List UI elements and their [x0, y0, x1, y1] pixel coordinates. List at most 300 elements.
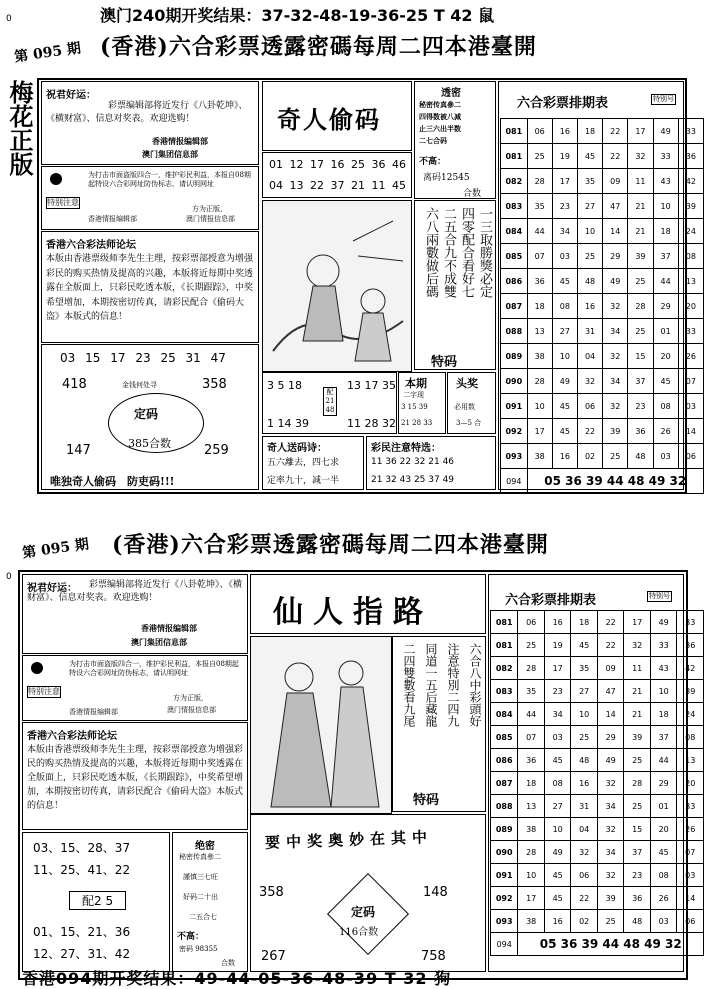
- rank-cell: 34: [552, 219, 577, 244]
- notice-greeting: 祝君好运：: [46, 90, 96, 101]
- rank-cell: 24: [677, 703, 704, 726]
- rank-cell: 19: [552, 144, 577, 169]
- rank-cell: 27: [552, 319, 577, 344]
- rank-cell: 20: [650, 818, 677, 841]
- rank-cell: 18: [527, 294, 552, 319]
- rank-cell: 08: [677, 726, 704, 749]
- ring-arc-text: 金钱何处寻: [122, 381, 157, 389]
- rank-cell: 43: [650, 657, 677, 680]
- secret-sum: 合数: [463, 189, 482, 199]
- battle-drawing: [263, 201, 411, 371]
- forum-body: 本版由香港票级师李先生主理，按彩票部授意为增强彩民的购买热情及提高的兴趣，本版将近每期中奖透露在全版面上，只彩民吃透本版，《长期跟踪》，中奖希望增加，本期按密切传真，请彩民配合《偷码大盗》本版式的信息！: [46, 254, 254, 322]
- rank-cell: 25: [577, 244, 602, 269]
- rank-cell: 07: [518, 726, 545, 749]
- rank-cell: 34: [603, 319, 628, 344]
- forum-body: 本版由香港票级师李先生主理，按彩票部授意为增强彩民的购买热情及提高的兴趣，本版将近每期中奖透露在全版面上，只彩民吃透本版，《长期跟踪》，中奖希望增加，本期按密切传真，请彩民配合《偷码大盗》本版式的信息！: [27, 745, 244, 811]
- rank-cell: 36: [678, 144, 703, 169]
- notice-greeting: 祝君好运：: [27, 583, 77, 594]
- bomb-icon: [50, 173, 62, 185]
- rank-issue-cell: 093: [501, 444, 528, 469]
- rank-row: [491, 841, 704, 864]
- rank-cell: 32: [597, 772, 624, 795]
- secret-line: 二五合七: [189, 913, 217, 921]
- rank-cell: 49: [544, 841, 571, 864]
- rank-cell: 33: [653, 144, 678, 169]
- rank-cell: 10: [552, 344, 577, 369]
- ring-number: 148: [423, 885, 448, 900]
- rank-cell: 39: [677, 680, 704, 703]
- ring-number: 147: [66, 443, 91, 458]
- pairing-nums: 3 5 18: [267, 379, 302, 392]
- special-sign: 澳门情报信息部: [167, 706, 216, 714]
- rank-cell: 24: [678, 219, 703, 244]
- rank-row: [491, 910, 704, 933]
- rank-cell: 38: [518, 910, 545, 933]
- rank-cell: 17: [552, 169, 577, 194]
- notice-body: 彩票编辑部将近发行《八卦乾坤》、《横财富》、信息对奖表。欢迎选购！: [27, 580, 243, 603]
- rank-cell: 17: [628, 119, 653, 144]
- rank-last-numbers: 05 36 39 44 48 49 32: [518, 933, 704, 956]
- secret-code: 离码12545: [423, 173, 470, 183]
- rank-cell: 06: [677, 910, 704, 933]
- pairing-box: [262, 372, 397, 434]
- ring-number: 758: [421, 949, 446, 964]
- rank-cell: 23: [628, 394, 653, 419]
- hongkong-results-banner: 香港094期开奖结果：49-44-05-36-48-39 T 32 狗: [22, 969, 452, 988]
- rank-cell: 08: [552, 294, 577, 319]
- rank-cell: 33: [678, 119, 703, 144]
- rank-cell: 16: [577, 294, 602, 319]
- nums-line: 12、27、31、42: [33, 947, 131, 961]
- poem-line: 六合八中彩頭好: [468, 643, 482, 727]
- rank-cell: 26: [653, 419, 678, 444]
- nums-line: 01、15、21、36: [33, 925, 131, 939]
- rank-cell: 45: [544, 749, 571, 772]
- special-sign: 香港情报编辑部: [88, 215, 137, 223]
- forum-box: [22, 722, 248, 830]
- special-sign: 方为正版，: [173, 694, 208, 702]
- rank-cell: 37: [628, 369, 653, 394]
- rank-cell: 36: [677, 634, 704, 657]
- rank-cell: 49: [597, 749, 624, 772]
- special-notice-box: [41, 166, 259, 230]
- rank-cell: 17: [624, 611, 651, 634]
- rank-cell: 23: [624, 864, 651, 887]
- rank-cell: 06: [518, 611, 545, 634]
- rank-cell: 25: [597, 910, 624, 933]
- rank-cell: 14: [677, 887, 704, 910]
- rank-cell: 14: [603, 219, 628, 244]
- rank-cell: 20: [677, 772, 704, 795]
- secret-title: 透密: [441, 88, 461, 99]
- rank-cell: 25: [624, 795, 651, 818]
- rank-cell: 45: [571, 634, 598, 657]
- rank-cell: 04: [577, 344, 602, 369]
- special-label: 特别注意: [47, 198, 79, 207]
- rank-cell: 14: [597, 703, 624, 726]
- rank-row: [491, 818, 704, 841]
- rank-cell: 39: [678, 194, 703, 219]
- rank-cell: 21: [624, 680, 651, 703]
- secret-label: 不高：: [419, 157, 447, 167]
- warning-line: 11 36 22 32 21 46: [371, 457, 455, 467]
- rank-cell: 25: [571, 726, 598, 749]
- rank-cell: 32: [624, 634, 651, 657]
- rank-cell: 23: [544, 680, 571, 703]
- rank-row: [501, 219, 704, 244]
- rank-row: [501, 244, 704, 269]
- ring-sub: 385合数: [128, 437, 171, 450]
- rank-issue-cell: 092: [501, 419, 528, 444]
- pairing-center: 配 21 48: [323, 387, 337, 416]
- rank-issue-cell: 084: [491, 703, 518, 726]
- rank-cell: 22: [597, 611, 624, 634]
- headline: 奇人偷码: [277, 105, 381, 134]
- rank-cell: 25: [603, 444, 628, 469]
- first-prize-label: 头奖: [456, 377, 478, 390]
- this-issue-extra: 21 28 33: [401, 419, 433, 427]
- rank-tag: 特别号: [649, 592, 670, 600]
- first-prize-box: [447, 372, 496, 434]
- secret-box: [414, 81, 496, 199]
- rank-cell: 10: [518, 864, 545, 887]
- rank-cell: 44: [518, 703, 545, 726]
- rank-issue-cell: 094: [501, 469, 528, 494]
- rank-cell: 45: [552, 419, 577, 444]
- rank-cell: 44: [527, 219, 552, 244]
- rank-issue-cell: 087: [491, 772, 518, 795]
- rank-cell: 13: [518, 795, 545, 818]
- notice-sign: 香港情报编辑部: [141, 623, 197, 633]
- rank-last-row: [501, 469, 704, 494]
- rank-table: [490, 610, 704, 956]
- sender-line: 五六離去，四七求: [267, 458, 340, 468]
- rank-cell: 32: [628, 144, 653, 169]
- rank-cell: 49: [653, 119, 678, 144]
- ring-sub: 116合数: [339, 927, 379, 938]
- rank-cell: 32: [597, 818, 624, 841]
- sender-title: 奇人送码诗：: [267, 443, 327, 454]
- special-body: 为打击市面盗版四合一，维护彩民利益，本报自08期起特设六合彩网址防伪标志，请认明网址: [88, 171, 251, 188]
- rank-cell: 28: [527, 169, 552, 194]
- rank-cell: 21: [624, 703, 651, 726]
- rank-cell: 06: [571, 864, 598, 887]
- notice-body: 彩票编辑部将近发行《八卦乾坤》、《横财富》、信息对奖表。欢迎选购！: [46, 101, 248, 124]
- rank-cell: 18: [577, 119, 602, 144]
- special-code-label: 特码: [413, 793, 440, 808]
- rank-row: [491, 680, 704, 703]
- rank-issue-cell: 094: [491, 933, 518, 956]
- rank-cell: 26: [650, 887, 677, 910]
- secret-line: 四得数被八减: [419, 112, 461, 121]
- rank-cell: 04: [571, 818, 598, 841]
- rank-cell: 01: [650, 795, 677, 818]
- rank-cell: 29: [653, 294, 678, 319]
- main-title: (香港)六合彩票透露密碼每周二四本港臺開: [112, 532, 549, 558]
- rank-cell: 17: [544, 657, 571, 680]
- rank-issue-cell: 081: [501, 119, 528, 144]
- rank-cell: 33: [650, 634, 677, 657]
- rank-title: 六合彩票排期表: [517, 96, 609, 111]
- poem-line: 注意特別二四九: [446, 643, 460, 727]
- rank-cell: 10: [544, 818, 571, 841]
- rank-cell: 34: [544, 703, 571, 726]
- rank-cell: 18: [571, 611, 598, 634]
- rank-cell: 35: [571, 657, 598, 680]
- rank-issue-cell: 083: [491, 680, 518, 703]
- poem-line: 一三取勝獎必定: [477, 207, 492, 298]
- this-issue-box: [398, 372, 446, 434]
- ring-number: 418: [62, 377, 87, 392]
- rank-row: [501, 369, 704, 394]
- rank-cell: 26: [677, 818, 704, 841]
- rank-issue-cell: 088: [491, 795, 518, 818]
- rank-cell: 25: [518, 634, 545, 657]
- rank-cell: 01: [653, 319, 678, 344]
- rank-issue-cell: 083: [501, 194, 528, 219]
- rank-cell: 34: [603, 369, 628, 394]
- secret-line: 秘密传真參二: [419, 100, 461, 109]
- nums-line: 03、15、28、37: [33, 841, 131, 855]
- rank-cell: 06: [527, 119, 552, 144]
- rank-cell: 32: [577, 369, 602, 394]
- this-issue-label: 本期: [405, 377, 427, 390]
- rank-cell: 28: [527, 369, 552, 394]
- immortal-illustration: [250, 636, 392, 814]
- warning-box: [366, 436, 496, 490]
- secret-box: [172, 832, 248, 972]
- rank-cell: 45: [544, 864, 571, 887]
- ring-number: 358: [202, 377, 227, 392]
- special-code-label: 特码: [431, 355, 458, 370]
- side-label: 梅花正版: [5, 80, 34, 176]
- rank-cell: 14: [678, 419, 703, 444]
- rank-row: [501, 194, 704, 219]
- rank-row: [501, 169, 704, 194]
- rank-cell: 32: [603, 344, 628, 369]
- rank-cell: 03: [677, 864, 704, 887]
- poem-box: [392, 636, 486, 812]
- rank-cell: 42: [677, 657, 704, 680]
- rank-cell: 10: [571, 703, 598, 726]
- special-sign: 方为正版，: [192, 205, 227, 213]
- notice-box: [22, 574, 248, 654]
- poem-line: 六八兩數做后碼: [423, 207, 438, 298]
- rank-cell: 38: [518, 818, 545, 841]
- rank-cell: 08: [650, 864, 677, 887]
- warning-title: 彩民注意特选：: [371, 443, 441, 454]
- rank-issue-cell: 087: [501, 294, 528, 319]
- rank-row: [491, 864, 704, 887]
- rank-row: [501, 144, 704, 169]
- rank-row: [491, 772, 704, 795]
- rank-issue-cell: 081: [491, 634, 518, 657]
- forum-title: 香港六合彩法师论坛: [27, 731, 117, 742]
- rank-cell: 44: [650, 749, 677, 772]
- rank-cell: 22: [577, 419, 602, 444]
- rank-cell: 21: [628, 219, 653, 244]
- rank-cell: 13: [677, 749, 704, 772]
- rank-row: [491, 726, 704, 749]
- special-sign: 香港情报编辑部: [69, 708, 118, 716]
- rank-cell: 18: [518, 772, 545, 795]
- rank-issue-cell: 082: [501, 169, 528, 194]
- numbers-row: 01 12 17 16 25 36 46: [269, 158, 406, 171]
- rank-cell: 16: [571, 772, 598, 795]
- rank-cell: 25: [628, 319, 653, 344]
- poem-line: 同道一五后藏龍: [424, 643, 438, 727]
- rank-cell: 11: [628, 169, 653, 194]
- ring-box: [41, 344, 259, 490]
- rank-cell: 39: [624, 726, 651, 749]
- rank-issue-cell: 085: [501, 244, 528, 269]
- battle-illustration: [262, 200, 412, 372]
- rank-row: [491, 887, 704, 910]
- rank-cell: 27: [577, 194, 602, 219]
- special-label: 特别注意: [28, 687, 60, 696]
- rank-issue-cell: 081: [491, 611, 518, 634]
- rank-cell: 22: [603, 144, 628, 169]
- special-notice-box: [22, 655, 248, 721]
- rank-cell: 27: [544, 795, 571, 818]
- nums-line: 11、25、41、22: [33, 863, 131, 877]
- rank-cell: 10: [527, 394, 552, 419]
- rank-cell: 45: [544, 887, 571, 910]
- rank-cell: 23: [552, 194, 577, 219]
- first-prize-sub: 必用数: [454, 403, 475, 411]
- rank-cell: 02: [577, 444, 602, 469]
- rank-issue-cell: 090: [491, 841, 518, 864]
- headline: 仙人指路: [273, 595, 433, 630]
- rank-cell: 02: [571, 910, 598, 933]
- rank-cell: 37: [650, 726, 677, 749]
- rank-cell: 20: [653, 344, 678, 369]
- rank-cell: 27: [571, 680, 598, 703]
- secret-code: 密码 98355: [179, 945, 218, 953]
- notice-box: [41, 81, 259, 165]
- rank-cell: 25: [628, 269, 653, 294]
- main-title: (香港)六合彩票透露密碼每周二四本港臺開: [100, 34, 537, 60]
- poem-line: 四零配合看好七: [459, 207, 474, 298]
- rank-cell: 48: [571, 749, 598, 772]
- ring-center: 定码: [134, 407, 159, 421]
- rank-table: [500, 118, 704, 494]
- rank-header-row: [501, 119, 704, 144]
- rank-cell: 26: [678, 344, 703, 369]
- rank-cell: 48: [624, 910, 651, 933]
- rank-cell: 29: [597, 726, 624, 749]
- rank-cell: 28: [518, 841, 545, 864]
- rank-cell: 36: [518, 749, 545, 772]
- rank-cell: 06: [577, 394, 602, 419]
- pairing-nums: 1 14 39: [267, 417, 309, 430]
- rank-row: [491, 703, 704, 726]
- special-body: 为打击市面盗版四合一，维护彩民利益，本报自08期起特设六合彩网址防伪标志，请认明网址: [69, 660, 239, 677]
- warning-line: 21 32 43 25 37 49: [371, 475, 455, 485]
- rank-cell: 06: [678, 444, 703, 469]
- rank-row: [491, 749, 704, 772]
- rank-header-row: [491, 611, 704, 634]
- rank-cell: 37: [653, 244, 678, 269]
- rank-cell: 47: [597, 680, 624, 703]
- ring-number: 259: [204, 443, 229, 458]
- rank-cell: 15: [628, 344, 653, 369]
- rank-issue-cell: 081: [501, 144, 528, 169]
- rank-last-row: [491, 933, 704, 956]
- rank-title: 六合彩票排期表: [505, 593, 597, 608]
- rank-cell: 33: [678, 319, 703, 344]
- rank-issue-cell: 082: [491, 657, 518, 680]
- rank-cell: 49: [650, 611, 677, 634]
- rank-cell: 16: [544, 611, 571, 634]
- rank-cell: 28: [624, 772, 651, 795]
- secret-title: 绝密: [195, 841, 215, 852]
- rank-cell: 37: [624, 841, 651, 864]
- rank-cell: 39: [628, 244, 653, 269]
- headline-box: [250, 574, 486, 634]
- rank-row: [501, 444, 704, 469]
- rank-cell: 49: [552, 369, 577, 394]
- rank-cell: 03: [650, 910, 677, 933]
- rank-cell: 07: [527, 244, 552, 269]
- rank-issue-cell: 090: [501, 369, 528, 394]
- ring-number: 267: [261, 949, 286, 964]
- rank-cell: 33: [677, 611, 704, 634]
- rank-cell: 35: [577, 169, 602, 194]
- first-prize-nums: 3—5 合: [456, 419, 482, 427]
- rank-cell: 11: [624, 657, 651, 680]
- rank-row: [501, 344, 704, 369]
- rank-cell: 29: [603, 244, 628, 269]
- rank-cell: 22: [597, 634, 624, 657]
- rank-cell: 29: [650, 772, 677, 795]
- page-marker: 0: [6, 14, 12, 24]
- rank-cell: 48: [628, 444, 653, 469]
- rank-cell: 32: [603, 394, 628, 419]
- rank-cell: 36: [527, 269, 552, 294]
- rank-tag: 特别号: [653, 95, 674, 103]
- pairing-nums: 13 17 35: [347, 379, 396, 392]
- rank-cell: 39: [603, 419, 628, 444]
- rank-cell: 43: [653, 169, 678, 194]
- rank-cell: 22: [571, 887, 598, 910]
- rank-cell: 10: [577, 219, 602, 244]
- secret-line: 二七合码: [419, 136, 447, 145]
- numbers-row: 04 13 22 37 21 11 45: [269, 179, 406, 192]
- headline-box: [262, 81, 412, 151]
- rank-cell: 35: [527, 194, 552, 219]
- rank-row: [491, 795, 704, 818]
- rank-cell: 36: [628, 419, 653, 444]
- rank-cell: 20: [678, 294, 703, 319]
- rank-cell: 45: [552, 269, 577, 294]
- ring-center: 定码: [351, 905, 376, 919]
- rank-cell: 47: [603, 194, 628, 219]
- rank-issue-cell: 085: [491, 726, 518, 749]
- rank-cell: 03: [678, 394, 703, 419]
- rank-issue-cell: 089: [491, 818, 518, 841]
- sender-box: [262, 436, 364, 490]
- rank-cell: 08: [678, 244, 703, 269]
- rank-cell: 32: [603, 294, 628, 319]
- rank-cell: 34: [597, 841, 624, 864]
- macau-results-banner: 澳门240期开奖结果：37-32-48-19-36-25 T 42 鼠: [100, 6, 495, 25]
- forum-box: [41, 231, 259, 343]
- poem-line: 二四雙數看九尾: [402, 643, 416, 727]
- rank-row: [491, 657, 704, 680]
- rank-issue-cell: 089: [501, 344, 528, 369]
- special-sign: 澳门情报信息部: [186, 215, 235, 223]
